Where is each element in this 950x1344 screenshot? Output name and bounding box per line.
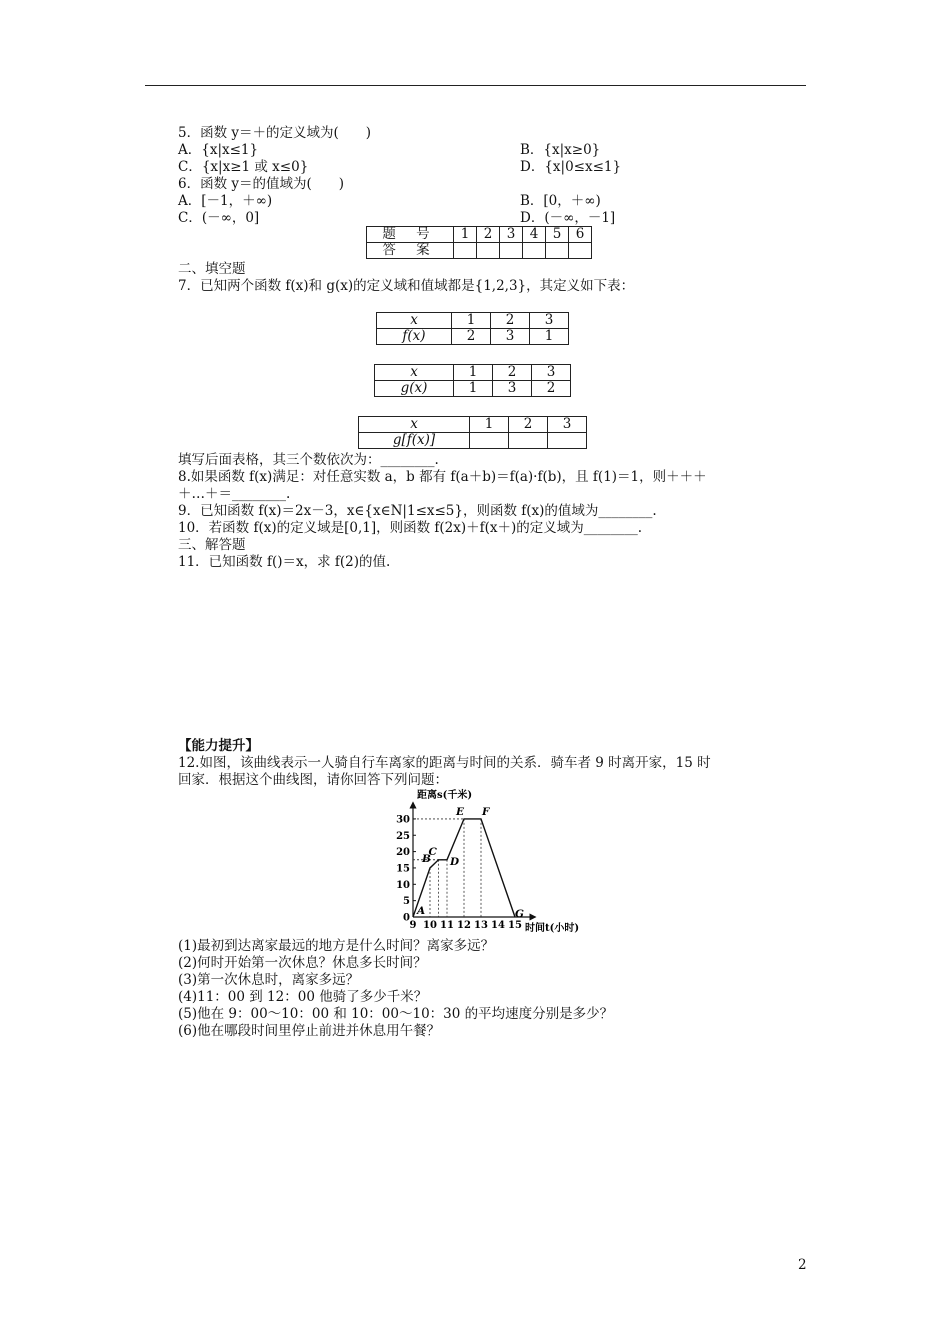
answer-blank[interactable]: [477, 243, 500, 259]
chart-point-label: E: [456, 805, 465, 818]
answer-blank[interactable]: [548, 433, 587, 449]
page-number: 2: [798, 1257, 807, 1273]
answer-blank[interactable]: [509, 433, 548, 449]
table-cell: 1: [454, 365, 493, 381]
chart-y-tick-label: 5: [403, 896, 410, 908]
chart-y-tick-label: 25: [396, 830, 410, 842]
q6-option-b: B．[0，＋∞): [520, 193, 601, 209]
q12-sub-1: (1)最初到达离家最远的地方是什么时间？离家多远？: [178, 938, 495, 954]
table-cell: g[f(x)]: [359, 433, 470, 449]
table-cell: 2: [491, 313, 530, 329]
q7-table-f: [376, 312, 569, 345]
chart-point-label: C: [428, 845, 437, 858]
chart-x-tick-label: 15: [508, 920, 522, 931]
chart-x-tick-label: 10: [423, 920, 437, 931]
distance-time-chart: [385, 786, 595, 936]
chart-point-label: D: [450, 855, 460, 868]
q12-sub-5: (5)他在 9：00～10：00 和 10：00～10：30 的平均速度分别是多少？: [178, 1006, 614, 1022]
answer-table-answer-row: [367, 243, 592, 259]
q11: 11．已知函数 f()＝x，求 f(2)的值.: [178, 554, 391, 570]
chart-x-tick-label: 14: [491, 920, 505, 931]
table-cell: x: [375, 365, 454, 381]
q7-tail: 填写后面表格，其三个数依次为：________.: [178, 452, 439, 468]
ability-heading: 【能力提升】: [178, 738, 259, 754]
answer-table-cell: 5: [546, 227, 569, 243]
q6-option-d: D．(－∞，－1]: [520, 210, 616, 226]
table-cell: 3: [532, 365, 571, 381]
chart-x-tick-label: 12: [457, 920, 471, 931]
table-cell: 1: [454, 381, 493, 397]
answer-blank[interactable]: [454, 243, 477, 259]
table-cell: 2: [452, 329, 491, 345]
table-cell: 2: [509, 417, 548, 433]
chart-xlabel: 时间t(小时): [525, 923, 580, 934]
table-cell: 1: [470, 417, 509, 433]
chart-point-label: B: [422, 852, 431, 865]
answer-table-header-row: [367, 227, 592, 243]
answer-table-cell: 答 案: [367, 243, 454, 259]
chart-y-tick-label: 10: [396, 879, 410, 891]
q7-table-g: [374, 364, 571, 397]
answer-blank[interactable]: [546, 243, 569, 259]
q7-stem: 7．已知两个函数 f(x)和 g(x)的定义域和值域都是{1,2,3}，其定义如下表：: [178, 278, 635, 294]
table-cell: 2: [493, 365, 532, 381]
q8-line-2: ＋…＋＝________.: [178, 486, 291, 502]
chart-point-label: F: [482, 805, 490, 818]
table-cell: x: [359, 417, 470, 433]
table-cell: x: [377, 313, 452, 329]
chart-x-tick-label: 11: [440, 920, 454, 931]
answer-blank[interactable]: [470, 433, 509, 449]
q12-line-2: 回家．根据这个曲线图，请你回答下列问题：: [178, 772, 448, 788]
q12-line-1: 12.如图，该曲线表示一人骑自行车离家的距离与时间的关系．骑车者 9 时离开家，15 时: [178, 755, 711, 771]
chart-y-tick-label: 0: [403, 912, 410, 924]
table-cell: 3: [530, 313, 569, 329]
q7-table-composite: [358, 416, 587, 449]
q5-option-a: A．{x|x≤1}: [178, 142, 259, 158]
table-cell: g(x): [375, 381, 454, 397]
chart-x-tick-label: 9: [409, 920, 417, 931]
q5-option-b: B．{x|x≥0}: [520, 142, 601, 158]
q5-option-c: C．{x|x≥1 或 x≤0}: [178, 159, 309, 175]
answer-blank[interactable]: [500, 243, 523, 259]
q12-sub-4: (4)11：00 到 12：00 他骑了多少千米？: [178, 989, 428, 1005]
q5-stem: 5．函数 y＝＋的定义域为( ): [178, 125, 372, 141]
answer-blank[interactable]: [523, 243, 546, 259]
q6-option-c: C．(－∞，0]: [178, 210, 260, 226]
answer-table-cell: 3: [500, 227, 523, 243]
chart-point-label: A: [417, 905, 426, 917]
q6-stem: 6．函数 y＝的值域为( ): [178, 176, 345, 192]
answer-table-cell: 6: [569, 227, 592, 243]
q6-option-a: A．[－1，＋∞): [178, 193, 273, 209]
table-cell: 3: [493, 381, 532, 397]
q8-line-1: 8.如果函数 f(x)满足：对任意实数 a，b 都有 f(a＋b)＝f(a)·f(b)，且 f(1)＝1，则＋＋＋: [178, 469, 707, 485]
table-cell: f(x): [377, 329, 452, 345]
answer-table-cell: 4: [523, 227, 546, 243]
q12-sub-3: (3)第一次休息时，离家多远？: [178, 972, 360, 988]
table-cell: 2: [532, 381, 571, 397]
section-heading-answer: 三、解答题: [178, 537, 246, 553]
q12-sub-6: (6)他在哪段时间里停止前进并休息用午餐？: [178, 1023, 441, 1039]
table-cell: 1: [452, 313, 491, 329]
chart-point-label: G: [515, 908, 524, 920]
table-cell: 3: [548, 417, 587, 433]
answer-table-cell: 2: [477, 227, 500, 243]
table-cell: 1: [530, 329, 569, 345]
answer-table: [366, 226, 592, 259]
q12-sub-2: (2)何时开始第一次休息？休息多长时间？: [178, 955, 427, 971]
q10: 10．若函数 f(x)的定义域是[0,1]，则函数 f(2x)＋f(x＋)的定义域为________.: [178, 520, 643, 536]
header-rule: [145, 85, 806, 86]
section-heading-fill-in: 二、填空题: [178, 261, 246, 277]
answer-blank[interactable]: [569, 243, 592, 259]
chart-y-tick-label: 15: [396, 863, 410, 875]
answer-table-cell: 1: [454, 227, 477, 243]
chart-x-tick-label: 13: [474, 920, 488, 931]
q5-option-d: D．{x|0≤x≤1}: [520, 159, 622, 175]
chart-ylabel: 距离s(千米): [417, 790, 473, 801]
q9: 9．已知函数 f(x)＝2x－3，x∈{x∈N|1≤x≤5}，则函数 f(x)的值域为________.: [178, 503, 657, 519]
chart-y-tick-label: 30: [396, 814, 410, 826]
chart-y-tick-label: 20: [396, 847, 410, 859]
table-cell: 3: [491, 329, 530, 345]
answer-table-cell: 题 号: [367, 227, 454, 243]
